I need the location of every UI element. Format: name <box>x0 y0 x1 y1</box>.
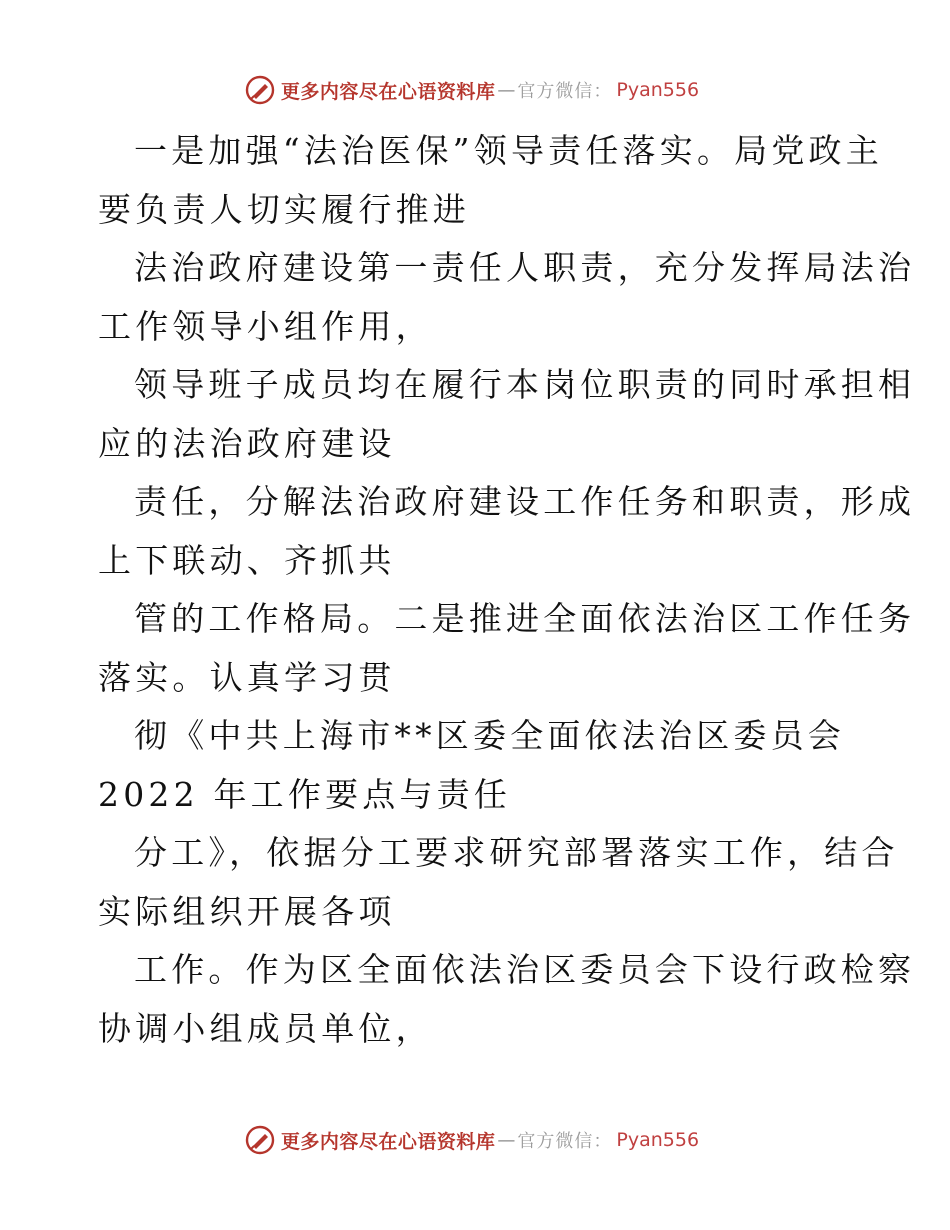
watermark-dash: — <box>497 1129 516 1151</box>
paragraph-line: 法治政府建设第一责任人职责，充分发挥局法治 <box>134 248 916 287</box>
paragraph <box>98 590 916 707</box>
paragraph-line: 工作领导小组作用， <box>98 306 433 346</box>
document-body <box>98 122 916 1058</box>
paragraph-line: 要负责人切实履行推进 <box>98 189 470 229</box>
paragraph <box>98 122 883 239</box>
paragraph-line: 应的法治政府建设 <box>98 423 396 463</box>
watermark-title: 更多内容尽在心语资料库 <box>280 80 496 103</box>
quill-seal-logo-icon <box>245 75 275 105</box>
paragraph-line: 2022 年工作要点与责任 <box>98 774 512 814</box>
paragraph-line: 上下联动、齐抓共 <box>98 540 396 580</box>
paragraph-line: 一是加强“法治医保”领导责任落实。局党政主 <box>134 131 883 170</box>
quill-seal-logo-icon <box>245 1125 275 1155</box>
paragraph-line: 领导班子成员均在履行本岗位职责的同时承担相 <box>134 365 916 404</box>
header-watermark <box>0 72 950 108</box>
footer-watermark <box>0 1122 950 1158</box>
watermark-wechat-id: Pyan556 <box>616 79 700 101</box>
watermark-dash: — <box>497 79 516 101</box>
paragraph <box>98 473 916 590</box>
paragraph-line: 管的工作格局。二是推进全面依法治区工作任务 <box>134 599 916 638</box>
paragraph-line: 彻《中共上海市**区委全面依法治区委员会 <box>134 716 845 755</box>
watermark-title: 更多内容尽在心语资料库 <box>280 1130 496 1153</box>
paragraph <box>98 941 916 1058</box>
paragraph-line: 工作。作为区全面依法治区委员会下设行政检察 <box>134 950 916 989</box>
watermark-wechat-id: Pyan556 <box>616 1129 700 1151</box>
paragraph-line: 责任，分解法治政府建设工作任务和职责，形成 <box>134 482 916 521</box>
paragraph-line: 协调小组成员单位， <box>98 1008 433 1048</box>
paragraph <box>98 707 858 824</box>
paragraph-line: 落实。认真学习贯 <box>98 657 396 697</box>
paragraph <box>98 239 916 356</box>
paragraph <box>98 824 899 941</box>
watermark-label: 官方微信： <box>517 81 613 102</box>
watermark-label: 官方微信： <box>517 1131 613 1152</box>
paragraph <box>98 356 916 473</box>
paragraph-line: 实际组织开展各项 <box>98 891 396 931</box>
paragraph-line: 分工》，依据分工要求研究部署落实工作，结合 <box>134 833 899 872</box>
